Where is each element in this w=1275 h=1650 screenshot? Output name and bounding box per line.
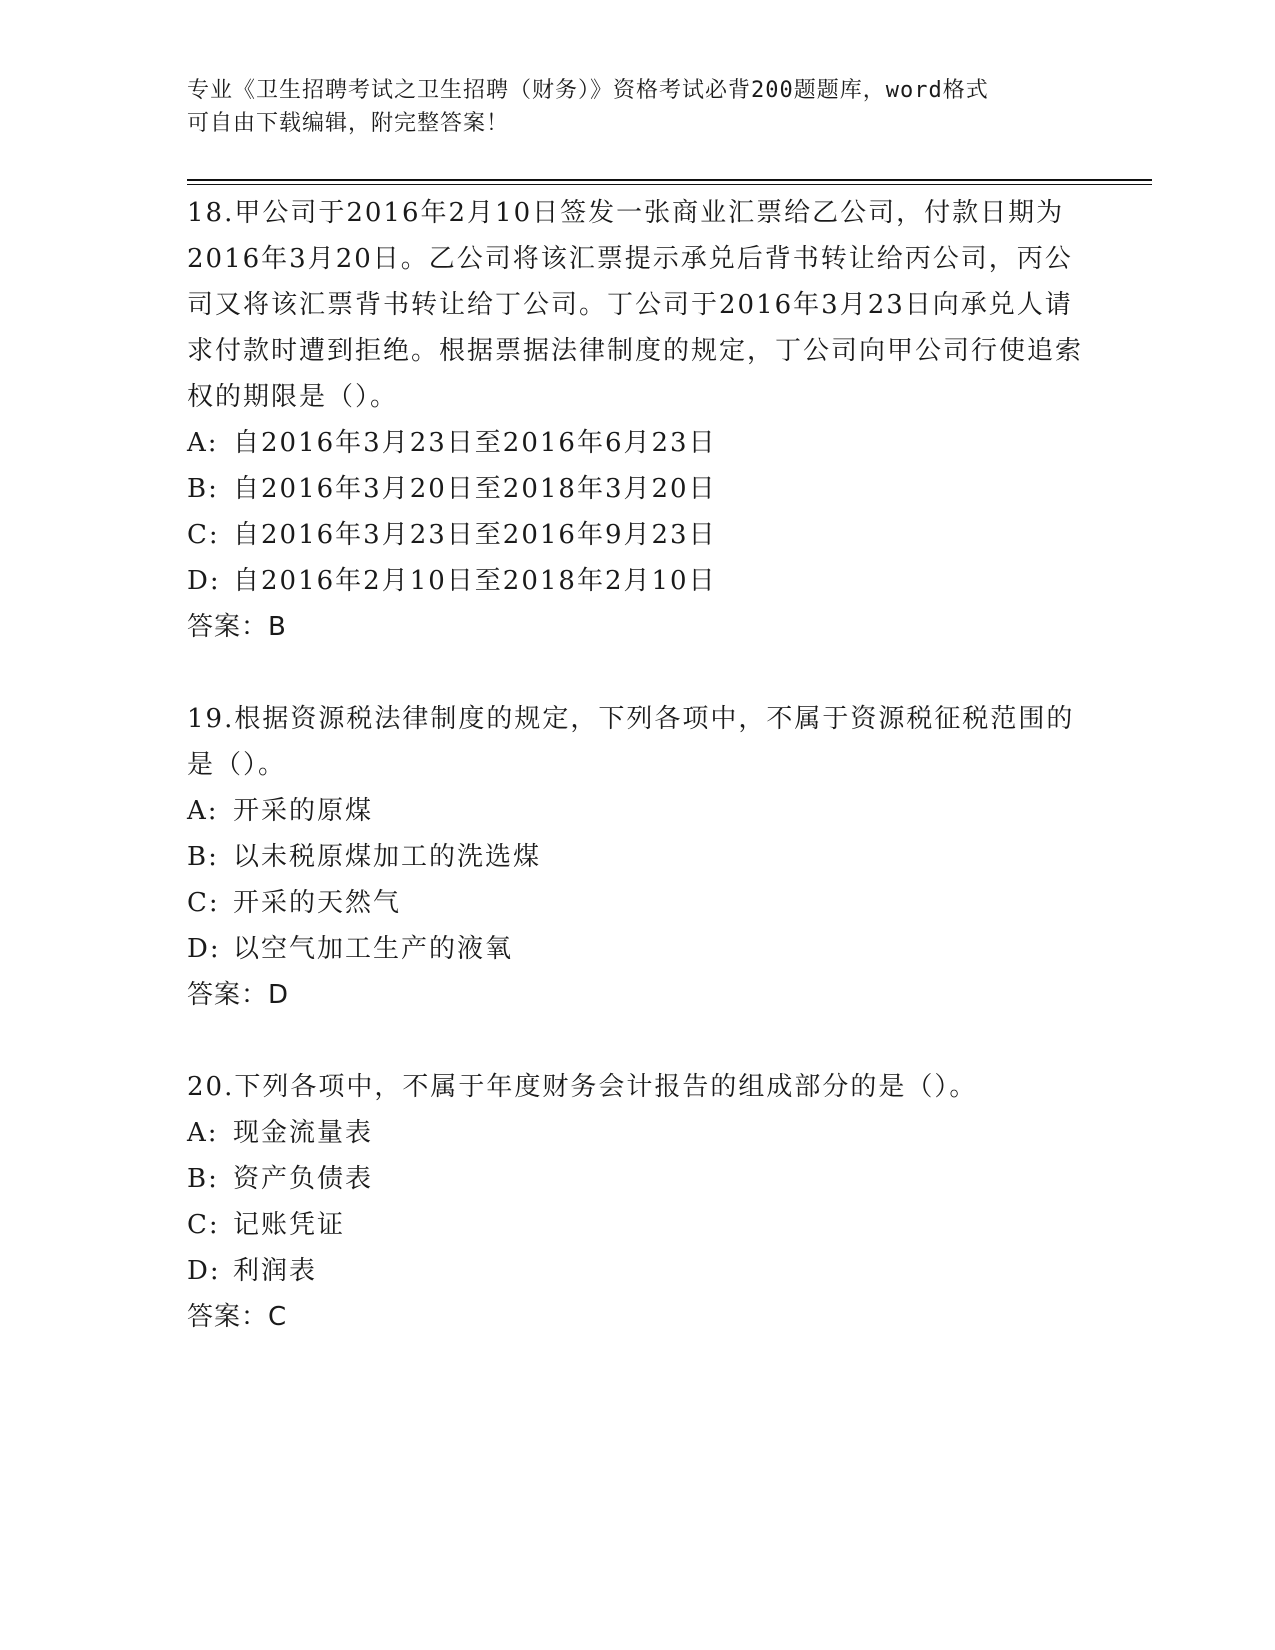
option-letter: D:: [187, 1256, 221, 1286]
answer-line: 答案：D: [187, 980, 290, 1010]
answer-line: 答案：C: [187, 1302, 288, 1332]
option-letter: B:: [187, 1164, 219, 1194]
header-line-1: 专业《卫生招聘考试之卫生招聘（财务）》资格考试必背200题题库，word格式: [187, 78, 989, 103]
option-letter: C:: [187, 520, 220, 550]
header-divider-thin: [187, 184, 1152, 185]
option-text: 利润表: [233, 1256, 318, 1286]
question-20: [187, 1064, 1087, 1340]
option-letter: D:: [187, 566, 221, 596]
option-text: 自2016年3月23日至2016年9月23日: [233, 520, 717, 550]
header-divider-thick: [187, 179, 1152, 181]
header-line-2: 可自由下载编辑，附完整答案！: [187, 111, 510, 136]
option-b: [187, 1156, 1087, 1202]
option-a: [187, 420, 1087, 466]
question-19: [187, 696, 1087, 1018]
option-text: 自2016年3月20日至2018年3月20日: [233, 474, 717, 504]
option-letter: A:: [187, 1118, 219, 1148]
option-b: [187, 466, 1087, 512]
option-letter: B:: [187, 474, 219, 504]
option-letter: A:: [187, 796, 219, 826]
option-letter: B:: [187, 842, 219, 872]
option-a: [187, 1110, 1087, 1156]
option-text: 记账凭证: [233, 1210, 346, 1240]
option-c: [187, 880, 1087, 926]
option-text: 现金流量表: [233, 1118, 374, 1148]
option-a: [187, 788, 1087, 834]
option-letter: A:: [187, 428, 219, 458]
option-letter: C:: [187, 1210, 220, 1240]
question-18: [187, 190, 1087, 650]
question-list: [187, 190, 1087, 1386]
answer-line: 答案：B: [187, 612, 287, 642]
page-header: [187, 74, 1087, 140]
option-letter: D:: [187, 934, 221, 964]
option-text: 开采的原煤: [233, 796, 374, 826]
question-stem: 19.根据资源税法律制度的规定，下列各项中，不属于资源税征税范围的是（）。: [187, 704, 1075, 780]
option-text: 自2016年3月23日至2016年6月23日: [233, 428, 717, 458]
option-c: [187, 512, 1087, 558]
option-letter: C:: [187, 888, 220, 918]
option-text: 以未税原煤加工的洗选煤: [233, 842, 542, 872]
option-text: 自2016年2月10日至2018年2月10日: [233, 566, 717, 596]
option-text: 开采的天然气: [233, 888, 402, 918]
option-d: [187, 558, 1087, 604]
question-stem: 18.甲公司于2016年2月10日签发一张商业汇票给乙公司，付款日期为2016年3月20日。乙公司将该汇票提示承兑后背书转让给丙公司，丙公司又将该汇票背书转让给丁公司。丁公司于2016年3月23日向承兑人请求付款时遭到拒绝。根据票据法律制度的规定，丁公司向甲公司行使追索权的期限是（）。: [187, 198, 1084, 412]
option-text: 资产负债表: [233, 1164, 374, 1194]
option-c: [187, 1202, 1087, 1248]
option-text: 以空气加工生产的液氧: [233, 934, 514, 964]
option-b: [187, 834, 1087, 880]
option-d: [187, 1248, 1087, 1294]
question-stem: 20.下列各项中，不属于年度财务会计报告的组成部分的是（）。: [187, 1072, 978, 1102]
option-d: [187, 926, 1087, 972]
